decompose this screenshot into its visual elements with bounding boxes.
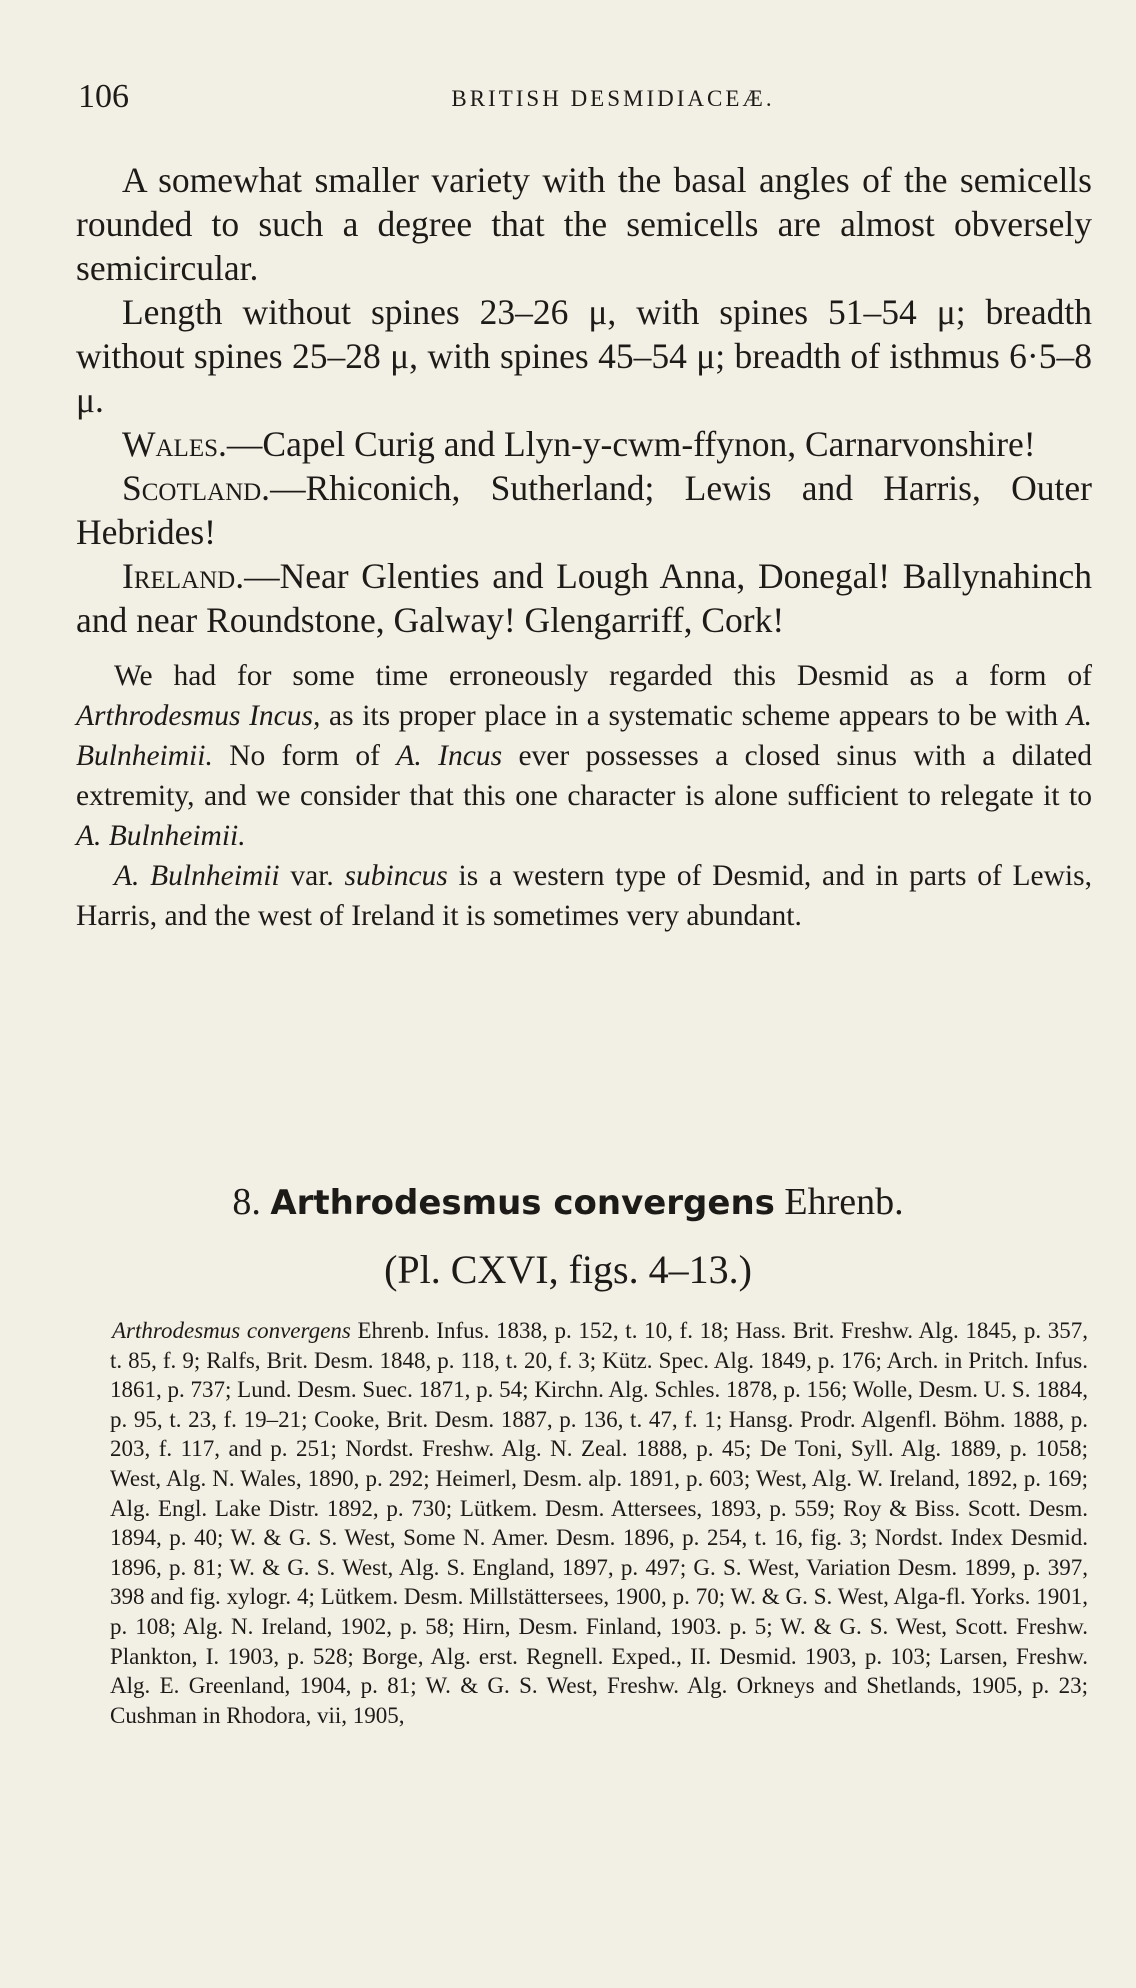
text-run: No form of — [212, 740, 397, 772]
discussion — [76, 656, 1092, 936]
species-authority: Ehrenb. — [784, 1181, 904, 1223]
page-number: 106 — [78, 78, 129, 115]
region-label-wales: Wales. — [122, 424, 227, 464]
description-paragraph: A somewhat smaller variety with the basal angles of the semicells rounded to such a degree that the semicells are almost obversely semicircular. — [76, 160, 1092, 288]
running-title: BRITISH DESMIDIACEÆ. — [451, 86, 775, 111]
bibliography — [110, 1316, 1088, 1730]
region-label-scotland: Scotland. — [122, 468, 271, 508]
scotland-localities: —Rhiconich, Sutherland; Lewis and Harris, Outer Hebrides! — [76, 468, 1092, 552]
taxon-name: A. Incus — [396, 740, 503, 772]
taxon-name: Arthrodesmus Incus, — [76, 700, 321, 732]
text-run: ever possesses a closed sinus with a dilated extremity, and we consider that this one character is alone sufficient to relegate it to — [76, 740, 1092, 812]
wales-localities: —Capel Curig and Llyn-y-cwm-ffynon, Carnarvonshire! — [226, 424, 1036, 464]
locality-scotland — [76, 466, 1092, 554]
ireland-localities: —Near Glenties and Lough Anna, Donegal! Ballynahinch and near Roundstone, Galway! Glengarriff, Cork! — [76, 556, 1092, 640]
text-run: var. — [279, 860, 345, 892]
main-text — [76, 158, 1092, 936]
taxon-name: A. Bulnheimii. — [76, 820, 246, 852]
species-heading — [0, 1180, 1136, 1224]
plate-reference: (Pl. CXVI, figs. 4–13.) — [384, 1247, 752, 1292]
page-header — [78, 78, 1088, 122]
variety-description — [76, 158, 1092, 642]
bibliography-lead-taxon: Arthrodesmus convergens — [112, 1318, 351, 1343]
region-label-ireland: Ireland. — [122, 556, 245, 596]
discussion-paragraph-2 — [76, 856, 1092, 936]
text-run: as its proper place in a systematic scheme appears to be with — [320, 700, 1067, 732]
discussion-paragraph-1 — [76, 656, 1092, 856]
text-run: is a western type of Desmid, and in parts of Lewis, Harris, and the west of Ireland it is sometimes very abundant. — [76, 860, 1092, 932]
measurements-paragraph: Length without spines 23–26 μ, with spines 51–54 μ; breadth without spines 25–28 μ, with spines 45–54 μ; breadth of isthmus 6·5–8 μ. — [76, 292, 1092, 420]
locality-ireland — [76, 554, 1092, 642]
taxon-name: A. Bulnheimii. — [76, 700, 1092, 772]
species-name: Arthrodesmus convergens — [270, 1183, 775, 1223]
text-run: We had for some time erroneously regarded this Desmid as a form of — [114, 660, 1092, 692]
bibliography-text: Ehrenb. Infus. 1838, p. 152, t. 10, f. 18; Hass. Brit. Freshw. Alg. 1845, p. 357, t. 85, f. 9; Ralfs, Brit. Desm. 1848, p. 118, t. 20, f. 3; Kütz. Spec. Alg. 1849, p. 176; Arch. in Pritch. Infus. 1861, p. 737; Lund. Desm. Suec. 1871, p. 54; Kirchn. Alg. Schles. 1878, p. 156; Wolle, Desm. U. S. 1884, p. 95, t. 23, f. 19–21; Cooke, Brit. Desm. 1887, p. 136, t. 47, f. 1; Hansg. Prodr. Algenfl. Böhm. 1888, p. 203, f. 117, and p. 251; Nordst. Freshw. Alg. N. Zeal. 1888, p. 45; De Toni, Syll. Alg. 1889, p. 1058; West, Alg. N. Wales, 1890, p. 292; Heimerl, Desm. alp. 1891, p. 603; West, Alg. W. Ireland, 1892, p. 169; Alg. Engl. Lake Distr. 1892, p. 730; Lütkem. Desm. Attersees, 1893, p. 559; Roy & Biss. Scott. Desm. 1894, p. 40; W. & G. S. West, Some N. Amer. Desm. 1896, p. 254, t. 16, fig. 3; Nordst. Index Desmid. 1896, p. 81; W. & G. S. West, Alg. S. England, 1897, p. 497; G. S. West, Variation Desm. 1899, p. 397, 398 and fig. xylogr. 4; Lütkem. Desm. Millstättersees, 1900, p. 70; W. & G. S. West, Alga-fl. Yorks. 1901, p. 108; Alg. N. Ireland, 1902, p. 58; Hirn, Desm. Finland, 1903. p. 5; W. & G. S. West, Scott. Freshw. Plankton, I. 1903, p. 528; Borge, Alg. erst. Regnell. Exped., II. Desmid. 1903, p. 103; Larsen, Freshw. Alg. E. Greenland, 1904, p. 81; W. & G. S. West, Freshw. Alg. Orkneys and Shetlands, 1905, p. 23; Cushman in Rhodora, vii, 1905, — [110, 1318, 1088, 1728]
taxon-name: A. Bulnheimii — [114, 860, 280, 892]
locality-wales — [76, 422, 1092, 466]
taxon-name: subincus — [344, 860, 448, 892]
species-number: 8. — [232, 1181, 261, 1223]
